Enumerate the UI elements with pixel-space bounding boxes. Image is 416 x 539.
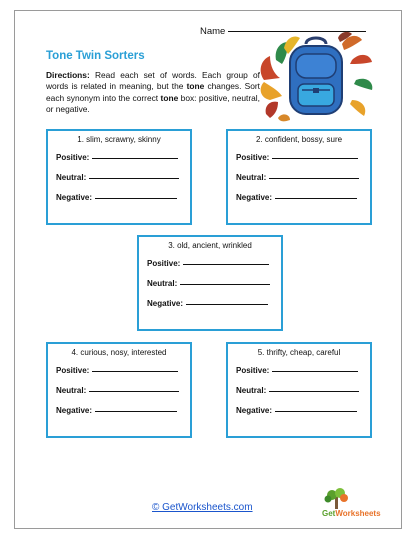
- neutral-row: Neutral:: [56, 173, 179, 182]
- sort-box-heading: 5. thrifty, cheap, careful: [257, 348, 341, 357]
- answer-line[interactable]: [89, 391, 179, 392]
- sort-box-4: [46, 342, 192, 438]
- positive-row: Positive:: [236, 153, 358, 162]
- neutral-row: Neutral:: [56, 386, 179, 395]
- answer-line[interactable]: [92, 371, 178, 372]
- answer-line[interactable]: [269, 391, 359, 392]
- answer-line[interactable]: [272, 158, 358, 159]
- answer-line[interactable]: [89, 178, 179, 179]
- name-label: Name: [200, 26, 226, 37]
- answer-line[interactable]: [269, 178, 359, 179]
- answer-line[interactable]: [92, 158, 178, 159]
- answer-line[interactable]: [275, 198, 357, 199]
- footer-website-link[interactable]: © GetWorksheets.com: [152, 502, 253, 513]
- negative-row: Negative:: [56, 193, 177, 202]
- positive-row: Positive:: [56, 366, 178, 375]
- neutral-row: Neutral:: [236, 173, 359, 182]
- answer-line[interactable]: [183, 264, 269, 265]
- neutral-row: Neutral:: [236, 386, 359, 395]
- sort-box-3: [137, 235, 283, 331]
- sort-box-heading: 1. slim, scrawny, skinny: [77, 135, 161, 144]
- positive-row: Positive:: [147, 259, 269, 268]
- answer-line[interactable]: [95, 411, 177, 412]
- worksheet-title: Tone Twin Sorters: [46, 50, 145, 62]
- sort-box-5: [226, 342, 372, 438]
- answer-line[interactable]: [275, 411, 357, 412]
- sort-box-heading: 4. curious, nosy, interested: [71, 348, 167, 357]
- backpack-icon: [290, 38, 342, 114]
- answer-line[interactable]: [95, 198, 177, 199]
- positive-row: Positive:: [56, 153, 178, 162]
- negative-row: Negative:: [147, 299, 268, 308]
- logo-wordmark: GetWorksheets: [322, 509, 381, 518]
- negative-row: Negative:: [236, 193, 357, 202]
- backpack-leaves-illustration: [256, 30, 376, 125]
- answer-line[interactable]: [272, 371, 358, 372]
- sort-box-2: [226, 129, 372, 225]
- answer-line[interactable]: [180, 284, 270, 285]
- sort-box-heading: 3. old, ancient, wrinkled: [168, 241, 252, 250]
- negative-row: Negative:: [236, 406, 357, 415]
- directions-label: Directions:: [46, 70, 90, 80]
- directions-text: Directions: Read each set of words. Each group of words is related in meaning, but the tone changes. Sort each synonym into the correct tone box: positive, neutral, or negative.: [46, 70, 260, 114]
- answer-line[interactable]: [186, 304, 268, 305]
- negative-row: Negative:: [56, 406, 177, 415]
- sort-box-1: [46, 129, 192, 225]
- sort-box-heading: 2. confident, bossy, sure: [255, 135, 343, 144]
- neutral-row: Neutral:: [147, 279, 270, 288]
- positive-row: Positive:: [236, 366, 358, 375]
